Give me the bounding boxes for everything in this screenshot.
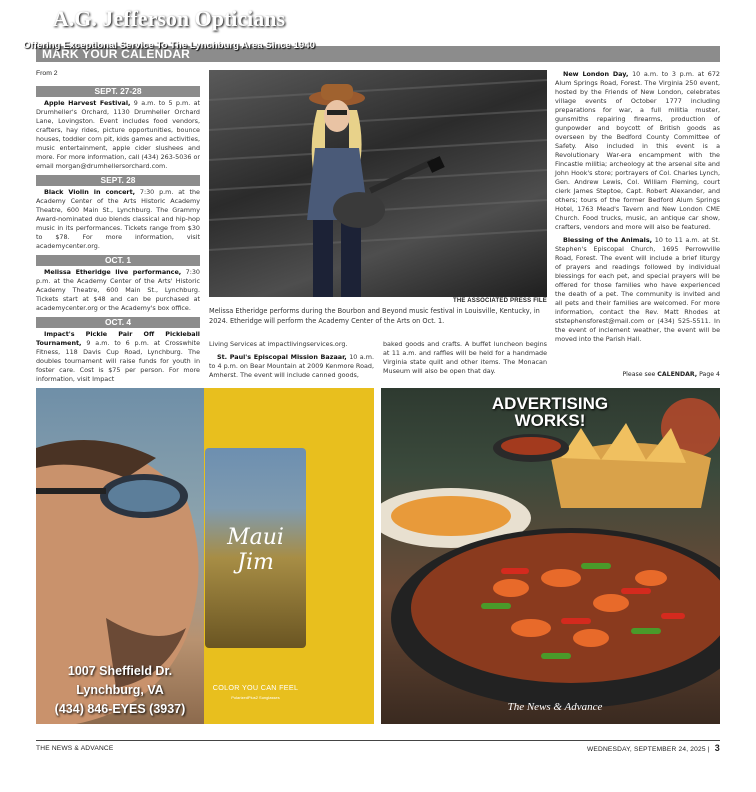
date-bar: SEPT. 28 xyxy=(36,175,200,186)
event-details: 7:30 p.m. at the Academy Center of the Arts' Historic Academy Theatre, 600 Main St., Lynchburg. Tickets start at $48 and can be purchased at academycenter.org or the Academy's box office. xyxy=(36,268,200,312)
house-ad-title xyxy=(470,395,630,429)
event-details: 9 a.m. to 5 p.m. at Drumheller's Orchard, 1130 Drumheller Orchard Lane, Lovingston. Event includes food vendors, crafters, hay rides, picture opportunities, bounce houses, toddler corn pit, kids games and activities, music entertainment, apple cider slushees and more. For more information, call (434) 263-5036 or email morgan@drumhellersorchard.com. xyxy=(36,99,200,170)
continued-text: baked goods and crafts. A buffet luncheon begins at 11 a.m. and raffles will be held for a handmade Virginia state quilt and other items. The Monacan Museum will also be open that day. xyxy=(383,340,547,375)
event-details: 7:30 p.m. at the Academy Center of the Arts Historic Academy Theatre, 600 Main St., Lynchburg. The Grammy Award-nominated duo blends classical and hip-hop music in its performances. Tickets range from $30 to $78. For more information, visit academycenter.org. xyxy=(36,188,200,250)
calendar-column-3 xyxy=(383,340,547,380)
house-ad[interactable] xyxy=(381,388,720,724)
calendar-entry xyxy=(555,70,720,232)
date-bar: OCT. 4 xyxy=(36,317,200,328)
photo-credit: THE ASSOCIATED PRESS FILE xyxy=(452,298,547,304)
newspaper-logo: The News & Advance xyxy=(507,701,603,713)
jump-prefix: Please see xyxy=(622,371,658,378)
calendar-entry xyxy=(36,188,200,251)
footer-date: WEDNESDAY, SEPTEMBER 24, 2025 xyxy=(586,746,706,753)
event-details: 10 to 11 a.m. at St. Stephen's Episcopal Church, 1695 Perrowville Road, Forest. The event will include a brief liturgy of prayers and readings followed by individual blessings for each pet, and special prayers will be offered for those families who have experienced the death of a pet. The community is invited and all pets and their families are welcomed. For more information, contact the Rev. Matt Rhodes at ststephensforest@mail.com or (434) 525-5511. In the event of inclement weather, the event will be moved into the Parish Hall. xyxy=(555,236,720,343)
optician-ad-subtitle: Offering Exceptional Service To The Lynchburg Area Since 1940 xyxy=(23,40,315,51)
event-name: Apple Harvest Festival, xyxy=(44,99,131,107)
maui-jim-subtagline: PolarizedPlus2 Sunglasses xyxy=(231,695,280,700)
address-street: 1007 Sheffield Dr. xyxy=(67,664,173,678)
footer-separator: | xyxy=(707,746,710,753)
event-details: 10 a.m. to 4 p.m. on Bear Mountain at 2009 Kenmore Road, Amherst. The event will include canned goods, xyxy=(209,353,374,379)
address-phone: (434) 846-EYES (3937) xyxy=(54,702,186,716)
footer-publication: THE NEWS & ADVANCE xyxy=(36,745,114,752)
jump-section: CALENDAR, xyxy=(657,371,698,378)
calendar-entry xyxy=(36,268,200,313)
calendar-column-2 xyxy=(209,340,374,384)
calendar-entry xyxy=(36,330,200,384)
event-details: 10 a.m. to 3 p.m. at 672 Alum Springs Road, Forest. The Virginia 250 event, hosted by the Friends of New London, celebrates village events of October 1777 including preparations for war, a full militia muster, gunsmiths repairing firearms, production of gunpowder and boycott of British goods as overseen by the Bedford County Committee of Safety. Also included in this event is a Revolutionary War-era encampment with the Fincastle militia; archeology at the arsenal site and John Hook's store; portrayers of Col. Charles Lynch, Gen. Andrew Lewis, Col. William Fleming, court clerk James Steptoe, Capt. Robert Alexander, and others; tours of the former Bedford Alum Springs Hotel, 1763 Mead's Tavern and New London CME Church. Food trucks, music, an antique car show, crafters, vendors and more will also be featured. xyxy=(555,70,720,231)
calendar-entry xyxy=(209,353,374,380)
photo-caption: Melissa Etheridge performs during the Bourbon and Beyond music festival in Louisville, Kentucky, in 2024. Etheridge will perform the Academy Center of the Arts on Oct. 1. xyxy=(209,307,540,325)
calendar-entry xyxy=(36,99,200,171)
date-bar: SEPT. 27-28 xyxy=(36,86,200,97)
footer-rule xyxy=(36,740,720,741)
event-name: Melissa Etheridge live performance, xyxy=(44,268,182,276)
continued-text: Living Services at impactlivingservices.org. xyxy=(209,340,348,348)
address-city: Lynchburg, VA xyxy=(76,683,164,697)
calendar-column-4 xyxy=(555,70,720,348)
event-name: St. Paul's Episcopal Mission Bazaar, xyxy=(217,353,347,361)
calendar-entry xyxy=(555,236,720,344)
optician-ad-title: A.G. Jefferson Opticians xyxy=(52,6,286,31)
event-name: New London Day, xyxy=(563,70,629,78)
page-number: 3 xyxy=(714,743,720,753)
section-header: MARK YOUR CALENDAR xyxy=(36,46,720,62)
house-ad-title-line2: WORKS! xyxy=(514,411,586,430)
event-details: 9 a.m. to 6 p.m. at Crosswhite Fitness, 118 Davis Cup Road, Lynchburg. The doubles tournament will raise funds for youth in foster care. Cost is $75 per person. For more information, visit Impact xyxy=(36,339,200,383)
optician-address xyxy=(36,662,204,719)
house-ad-title-line1: ADVERTISING xyxy=(491,394,609,413)
date-bar: OCT. 1 xyxy=(36,255,200,266)
event-name: Black Violin in concert, xyxy=(44,188,136,196)
event-name: Impact's Pickle Pair Off Pickleball Tournament, xyxy=(36,330,200,347)
continued-from-note: From 2 xyxy=(36,70,58,77)
fajita-illustration xyxy=(381,388,720,724)
performer-illustration xyxy=(209,70,547,297)
concert-photo xyxy=(209,70,547,297)
maui-jim-tagline: COLOR YOU CAN FEEL xyxy=(212,683,299,692)
footer-dateline xyxy=(587,743,720,753)
jump-page: Page 4 xyxy=(697,371,720,378)
event-name: Blessing of the Animals, xyxy=(563,236,653,244)
calendar-column-1 xyxy=(36,86,200,388)
maui-jim-logo: Maui Jim xyxy=(227,525,284,575)
jump-line[interactable] xyxy=(555,371,720,378)
